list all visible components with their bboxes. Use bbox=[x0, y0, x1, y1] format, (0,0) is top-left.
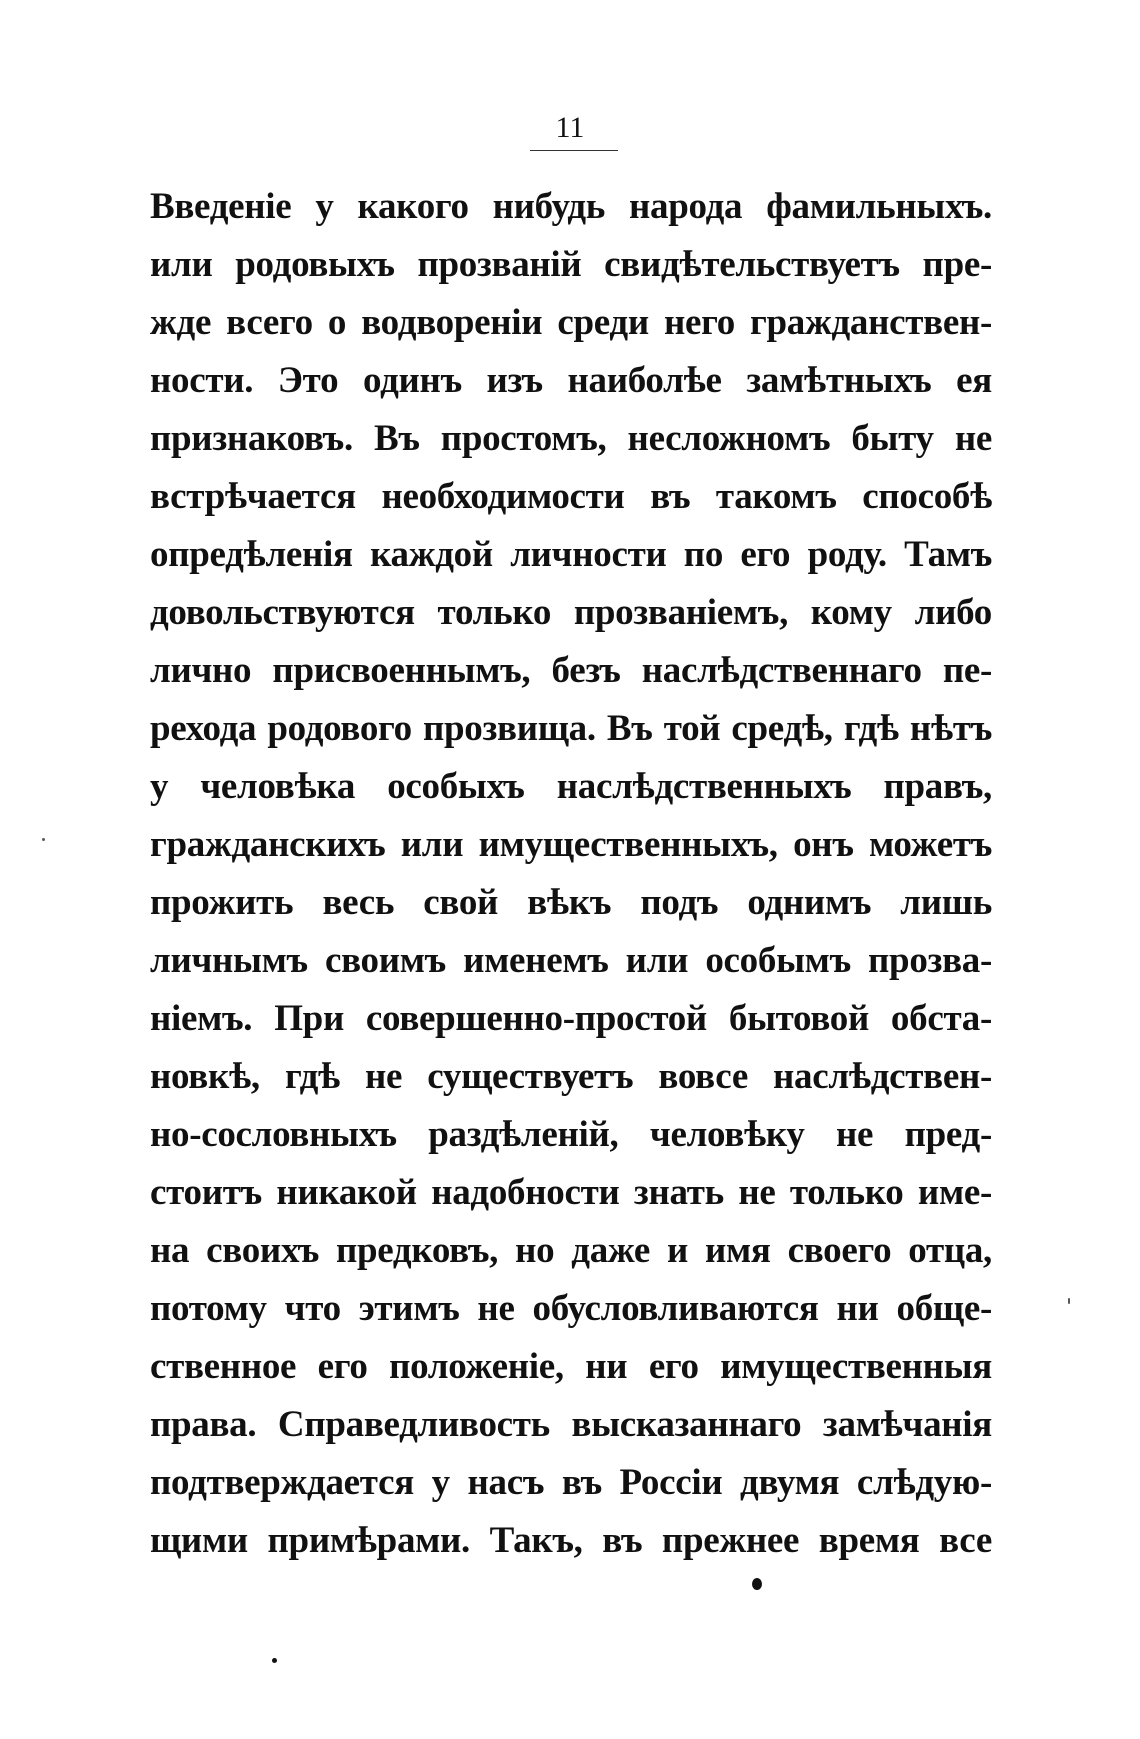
text-line: признаковъ. Въ простомъ, несложномъ быту не bbox=[150, 418, 992, 459]
text-line: жде всего о водвореніи среди него гражданствен- bbox=[150, 302, 992, 343]
ink-speck bbox=[1068, 1298, 1070, 1304]
ink-dot bbox=[752, 1578, 762, 1590]
text-line: ственное его положеніе, ни его имущественныя bbox=[150, 1346, 992, 1387]
ink-speck bbox=[42, 838, 45, 841]
text-line: но-сословныхъ раздѣленій, человѣку не пред- bbox=[150, 1114, 992, 1155]
ink-dot bbox=[272, 1658, 277, 1663]
text-line: новкѣ, гдѣ не существуетъ вовсе наслѣдствен- bbox=[150, 1056, 992, 1097]
text-line: прожить весь свой вѣкъ подъ однимъ лишь bbox=[150, 882, 992, 923]
text-line: довольствуются только прозваніемъ, кому либо bbox=[150, 592, 992, 633]
text-line: встрѣчается необходимости въ такомъ способѣ bbox=[150, 476, 992, 517]
text-line: ности. Это одинъ изъ наиболѣе замѣтныхъ ея bbox=[150, 360, 992, 401]
text-line: Введеніе у какого нибудь народа фамильныхъ. bbox=[150, 186, 992, 227]
text-line: опредѣленія каждой личности по его роду. Тамъ bbox=[150, 534, 992, 575]
text-line: личнымъ своимъ именемъ или особымъ прозва- bbox=[150, 940, 992, 981]
text-line: на своихъ предковъ, но даже и имя своего отца, bbox=[150, 1230, 992, 1271]
text-line: лично присвоеннымъ, безъ наслѣдственнаго пе- bbox=[150, 650, 992, 691]
page-number-rule bbox=[530, 150, 618, 151]
text-line: щими примѣрами. Такъ, въ прежнее время все bbox=[150, 1520, 992, 1561]
text-line: рехода родового прозвища. Въ той средѣ, гдѣ нѣтъ bbox=[150, 708, 992, 749]
body-text bbox=[150, 178, 992, 1570]
page-number: 11 bbox=[555, 111, 585, 144]
text-line: подтверждается у насъ въ Россіи двумя слѣдую- bbox=[150, 1462, 992, 1503]
text-line: ніемъ. При совершенно-простой бытовой обста- bbox=[150, 998, 992, 1039]
text-line: гражданскихъ или имущественныхъ, онъ можетъ bbox=[150, 824, 992, 865]
text-line: или родовыхъ прозваній свидѣтельствуетъ пре- bbox=[150, 244, 992, 285]
text-line: у человѣка особыхъ наслѣдственныхъ правъ, bbox=[150, 766, 992, 807]
text-line: права. Справедливость высказаннаго замѣчанія bbox=[150, 1404, 992, 1445]
text-line: стоитъ никакой надобности знать не только име- bbox=[150, 1172, 992, 1213]
text-line: потому что этимъ не обусловливаются ни обще- bbox=[150, 1288, 992, 1329]
